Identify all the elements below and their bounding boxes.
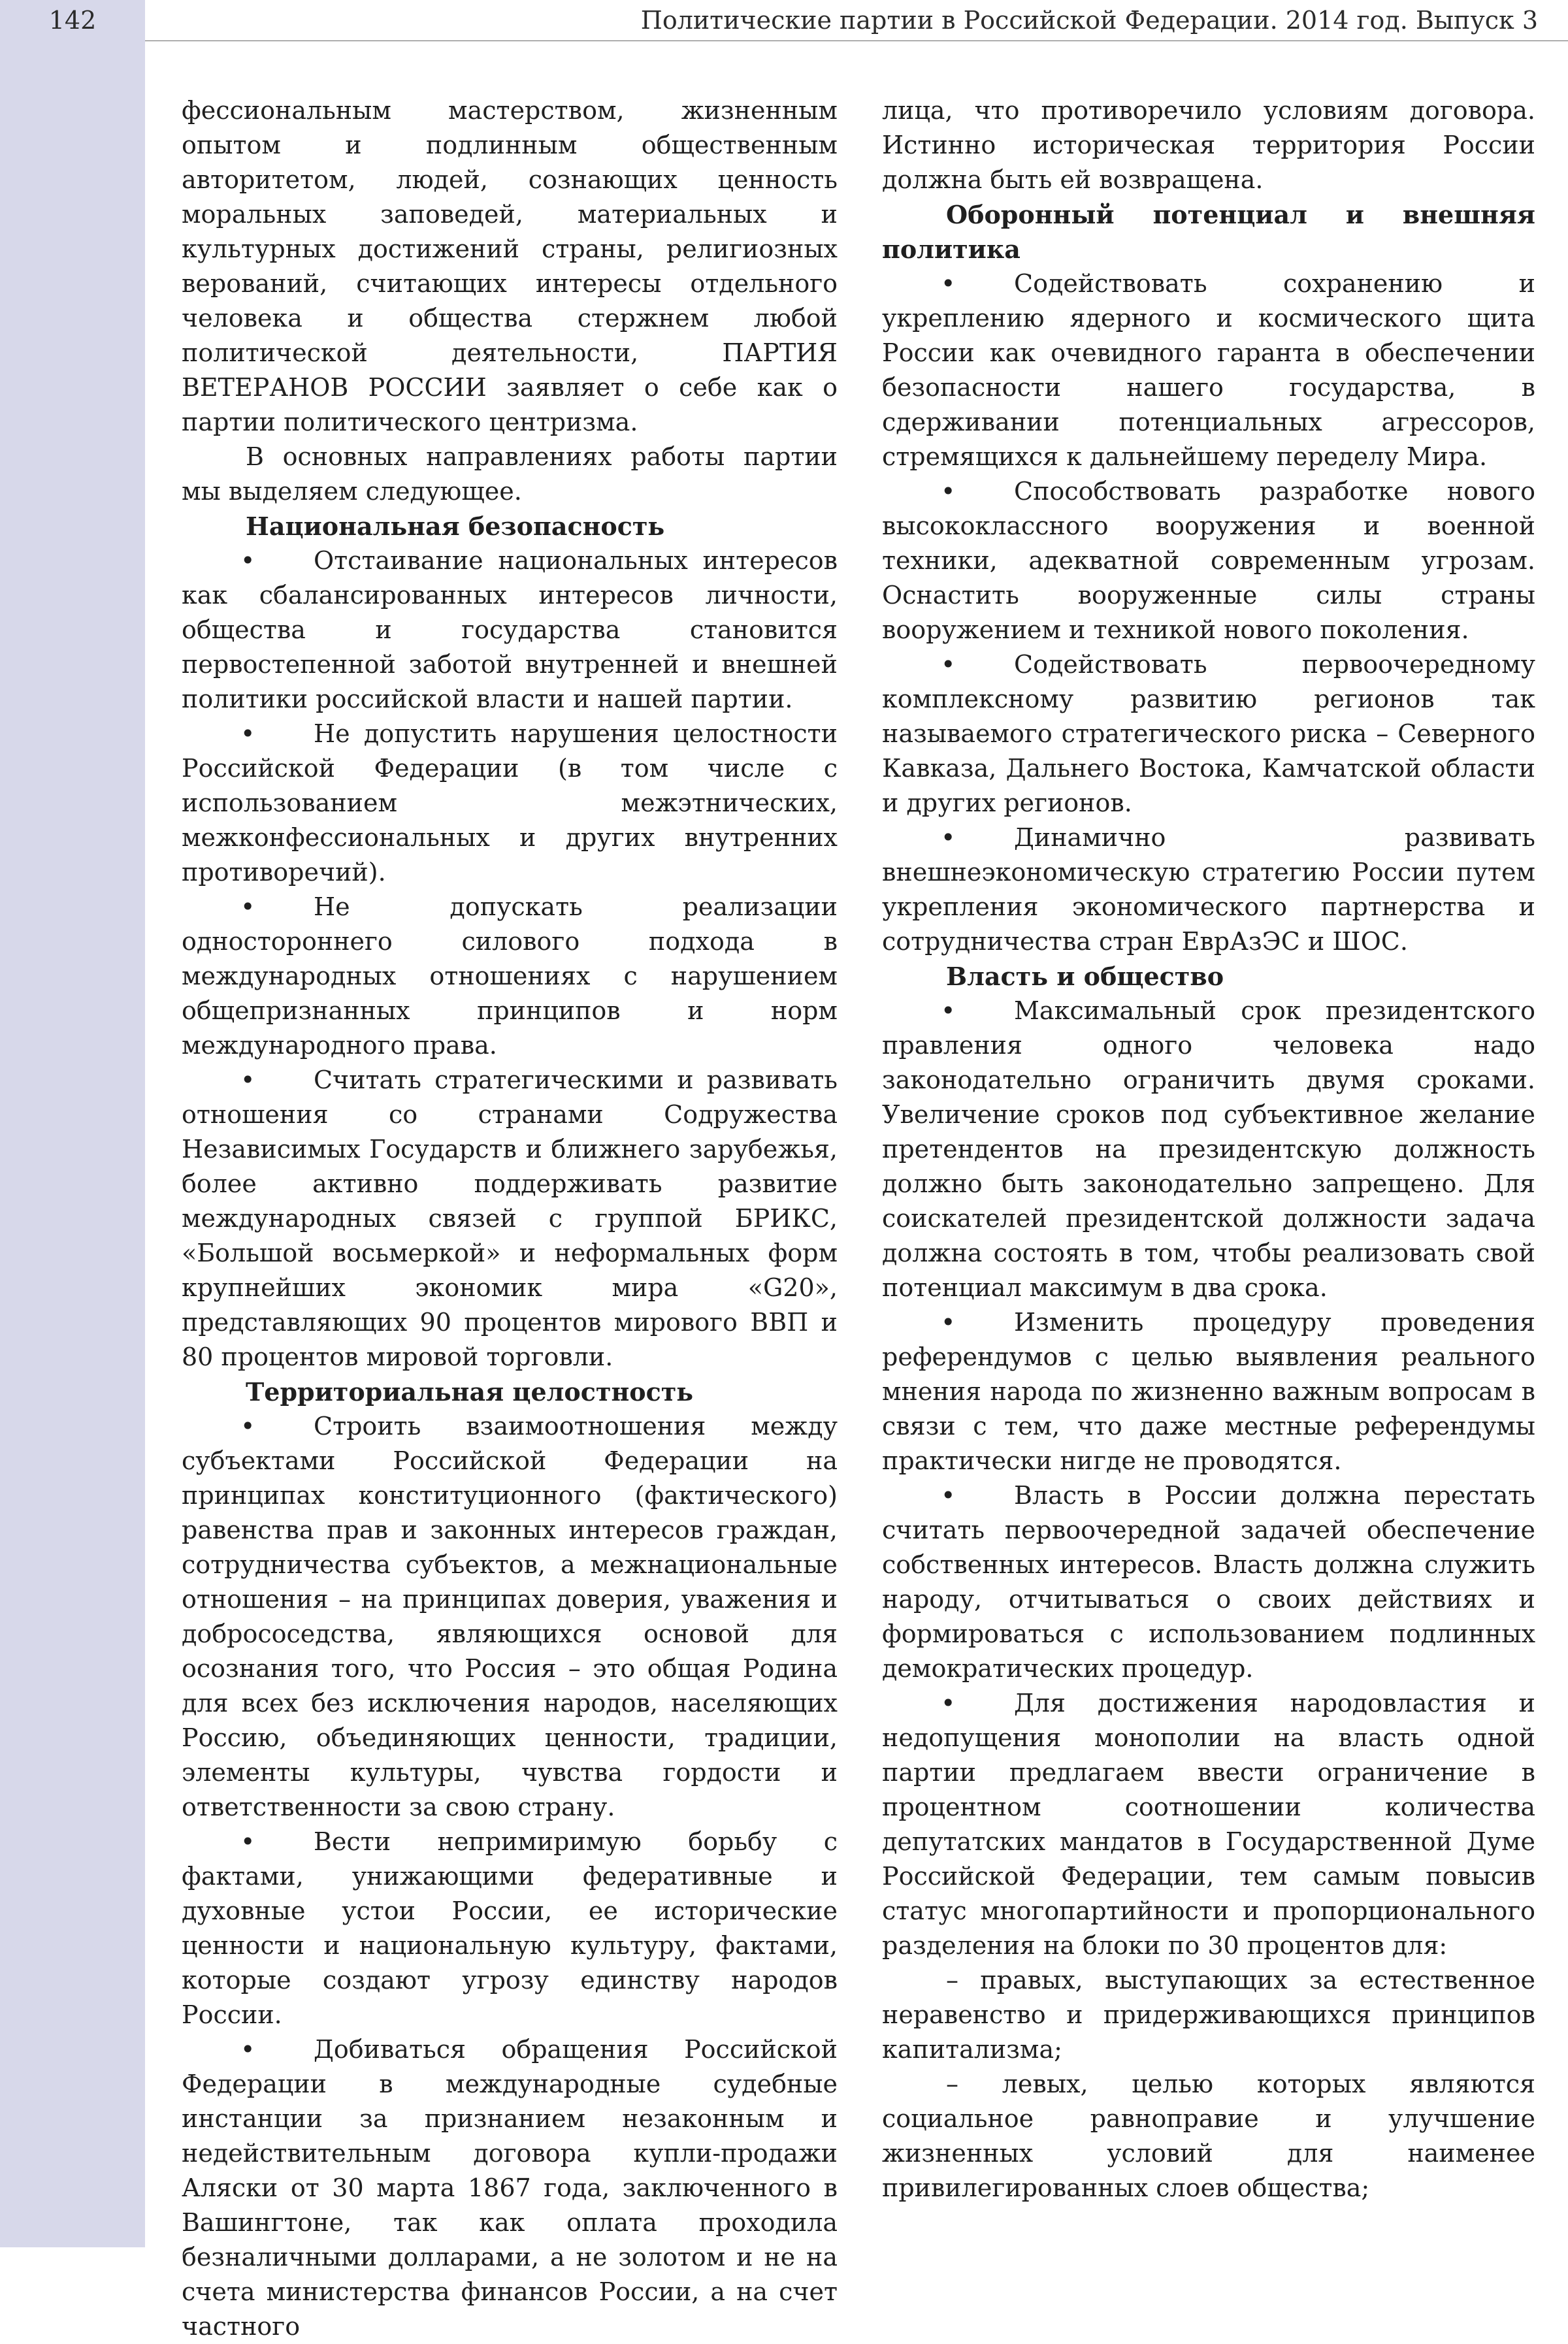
paragraph-continued: лица, что противоречило условиям договора. Истинно историческая территория России должна быть ей возвращена. (882, 96, 1535, 194)
bullet-icon: • (941, 1689, 956, 1717)
bullet-icon: • (240, 2035, 255, 2064)
bullet-icon: • (240, 1066, 255, 1094)
bullet-text: Вести непримиримую борьбу с фактами, унижающими федеративные и духовные устои России, ее исторические ценности и национальную культуру, фактами, которые создают угрозу единству народов России. (182, 1827, 838, 2029)
page-number: 142 (48, 6, 97, 35)
bullet-text: Для достижения народовластия и недопущения монополии на власть одной партии предлагаем ввести ограничение в процентном соотношении количества депутатских мандатов в Государственной Думе Российской Федерации, тем самым повысив статус многопартийности и пропорционального разделения на блоки по 30 процентов для: (882, 1689, 1535, 1960)
bullet-icon: • (240, 719, 255, 748)
bullet-text: Отстаивание национальных интересов как сбалансированных интересов личности, общества и государства становится первостепенной заботой внутренней и внешней политики российской власти и нашей партии. (182, 546, 838, 713)
bullet-item (882, 267, 1535, 474)
bullet-text: Не допускать реализации одностороннего силового подхода в международных отношениях с нарушением общепризнанных принципов и норм международного права. (182, 892, 838, 1060)
paragraph-continued: фессиональным мастерством, жизненным опытом и подлинным общественным авторитетом, людей, сознающих ценность моральных заповедей, материальных и культурных достижений страны, религиозных верований, считающих интересы отдельного человека и общества стержнем любой политической деятельности, ПАРТИЯ ВЕТЕРАНОВ РОССИИ заявляет о себе как о партии политического центризма. (182, 96, 838, 436)
bullet-item (882, 474, 1535, 647)
bullet-text: Максимальный срок президентского правления одного человека надо законодательно ограничить двумя сроками. Увеличение сроков под субъективное желание претендентов на президентскую должность должно быть законодательно запрещено. Для соискателей президентской должности задача должна состоять в том, чтобы реализовать свой потенциал максимум в два срока. (882, 996, 1535, 1302)
side-band (0, 0, 145, 2247)
bullet-item (182, 890, 838, 1063)
bullet-text: Содействовать первоочередному комплексному развитию регионов так называемого стратегического риска – Северного Кавказа, Дальнего Востока, Камчатской области и других регионов. (882, 650, 1535, 817)
bullet-icon: • (240, 546, 255, 575)
section-heading-defense: Оборонный потенциал и внешняя (946, 200, 1535, 229)
dash-list-item: – левых, целью которых являются социальное равноправие и улучшение жизненных условий для наименее привилегированных слоев общества; (882, 2070, 1535, 2202)
dash-list-item: – правых, выступающих за естественное неравенство и придерживающихся принципов капитализма; (882, 1966, 1535, 2064)
bullet-text: Добиваться обращения Российской Федерации в международные судебные инстанции за признанием незаконным и недействительным договора купли-продажи Аляски от 30 марта 1867 года, заключенного в Вашингтоне, так как оплата проходила безналичными долларами, а не золотом и не на счета министерства финансов России, а на счет частного (182, 2035, 838, 2341)
bullet-icon: • (941, 1481, 956, 1510)
bullet-item (182, 1825, 838, 2032)
bullet-text: Динамично развивать внешнеэкономическую стратегию России путем укрепления экономического партнерства и сотрудничества стран ЕврАзЭС и ШОС. (882, 823, 1535, 956)
bullet-text: Способствовать разработке нового высококлассного вооружения и военной техники, адекватной современным угрозам. Оснастить вооруженные силы страны вооружением и техникой нового поколения. (882, 477, 1535, 644)
section-heading-power-society: Власть и общество (946, 962, 1224, 991)
bullet-item (882, 647, 1535, 821)
bullet-item (882, 1686, 1535, 1963)
bullet-item (882, 1478, 1535, 1686)
bullet-text: Считать стратегическими и развивать отношения со странами Содружества Независимых Государств и ближнего зарубежья, более активно поддерживать развитие международных связей с группой БРИКС, «Большой восьмеркой» и неформальных форм крупнейших экономик мира «G20», представляющих 90 процентов мирового ВВП и 80 процентов мировой торговли. (182, 1066, 838, 1371)
bullet-item (882, 994, 1535, 1305)
bullet-icon: • (240, 892, 255, 921)
bullet-text: Не допустить нарушения целостности Российской Федерации (в том числе с использованием межэтнических, межконфессиональных и других внутренних противоречий). (182, 719, 838, 887)
bullet-icon: • (941, 269, 956, 298)
bullet-item (182, 1063, 838, 1375)
bullet-icon: • (941, 996, 956, 1025)
running-title: Политические партии в Российской Федерации. 2014 год. Выпуск 3 (640, 6, 1538, 35)
bullet-text: Содействовать сохранению и укреплению ядерного и космического щита России как очевидного гаранта в обеспечении безопасности нашего государства, в сдерживании потенциальных агрессоров, стремящихся к дальнейшему переделу Мира. (882, 269, 1535, 471)
bullet-item (182, 544, 838, 717)
bullet-icon: • (240, 1412, 255, 1441)
bullet-item (182, 717, 838, 890)
right-column (882, 93, 1535, 2206)
bullet-icon: • (240, 1827, 255, 1856)
bullet-text: Изменить процедуру проведения референдумов с целью выявления реального мнения народа по жизненно важным вопросам в связи с тем, что даже местные референдумы практически нигде не проводятся. (882, 1308, 1535, 1475)
bullet-text: Власть в России должна перестать считать первоочередной задачей обеспечение собственных интересов. Власть должна служить народу, отчитываться о своих действиях и формироваться с использованием подлинных демократических процедур. (882, 1481, 1535, 1683)
bullet-icon: • (941, 1308, 956, 1337)
bullet-icon: • (941, 477, 956, 506)
section-heading-territorial-integrity: Территориальная целостность (246, 1377, 694, 1407)
section-heading-defense-continued: политика (882, 235, 1021, 264)
bullet-item (182, 1409, 838, 1825)
bullet-text: Строить взаимоотношения между субъектами Российской Федерации на принципах конституционного (фактического) равенства прав и законных интересов граждан, сотрудничества субъектов, а межнациональные отношения – на принципах доверия, уважения и добрососедства, являющихся основой для осознания того, что Россия – это общая Родина для всех без исключения народов, населяющих Россию, объединяющих ценности, традиции, элементы культуры, чувства гордости и ответственности за свою страну. (182, 1412, 838, 1821)
bullet-icon: • (941, 823, 956, 852)
section-heading-national-security: Национальная безопасность (246, 512, 665, 541)
left-column (182, 93, 838, 2344)
bullet-item (182, 2032, 838, 2344)
bullet-item (882, 1305, 1535, 1478)
bullet-icon: • (941, 650, 956, 679)
paragraph-intro: В основных направлениях работы партии мы выделяем следующее. (182, 442, 838, 506)
bullet-item (882, 821, 1535, 959)
